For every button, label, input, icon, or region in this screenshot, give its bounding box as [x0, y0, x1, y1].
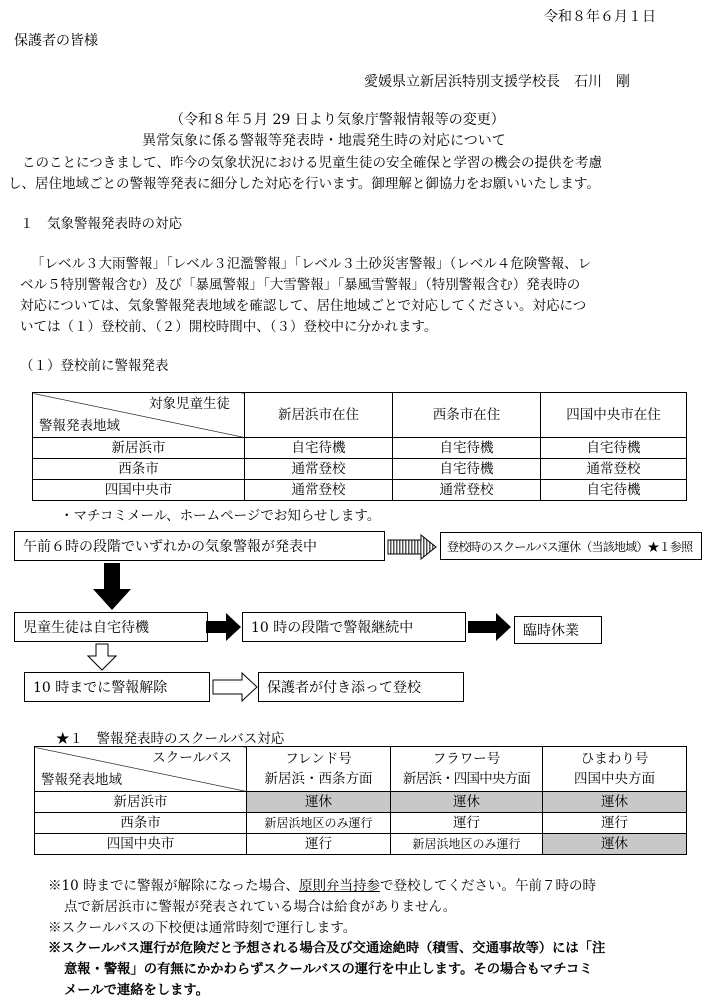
diag-bottom-label: 警報発表地域	[41, 772, 122, 788]
table-row	[35, 834, 687, 855]
table-cell: 新居浜地区のみ運行	[391, 834, 543, 855]
note-1-line-1	[48, 874, 596, 894]
bus-heading: ★１ 警報発表時のスクールバス対応	[56, 731, 285, 747]
table-cell: 通常登校	[245, 459, 393, 480]
outline-down-arrow-icon	[87, 643, 117, 671]
flow-box-escort: 保護者が付き添って登校	[258, 672, 464, 702]
note-3-line-1: ※スクールバス運行が危険だと予想される場合及び交通途絶時（積雪、交通事故等）には「注	[48, 941, 606, 956]
table-cell: 自宅待機	[245, 438, 393, 459]
table-row	[33, 459, 687, 480]
bus-name: ひまわり号	[580, 751, 649, 767]
flow-box-10am: 10 時の段階で警報継続中	[242, 612, 466, 642]
table-row	[35, 792, 687, 813]
bus-route: 新居浜・四国中央方面	[403, 771, 530, 787]
section-1-para-line-1: 「レベル３大雨警報」「レベル３氾濫警報」「レベル３土砂災害警報」（レベル４危険警報、レ	[31, 256, 592, 272]
section-1-para-line-4: いては（１）登校前、（２）開校時間中、（３）登校中に分かれます。	[20, 319, 438, 335]
diag-top-label: 対象児童生徒	[149, 396, 230, 412]
table-cell: 自宅待機	[393, 438, 541, 459]
bus-column-header	[247, 747, 391, 792]
section-1-para-line-2: ベル５特別警報含む）及び「暴風警報」「大雪警報」「暴風雪警報」（特別警報含む）発表時の	[20, 277, 581, 293]
warning-response-table	[32, 392, 687, 501]
flow-box-wait: 児童生徒は自宅待機	[14, 612, 208, 642]
intro-line-2: し、居住地域ごとの警報等発表に細分した対応を行います。御理解と御協力をお願いいたします。	[8, 176, 600, 192]
note-1-text: ※10 時までに警報が解除になった場合、	[48, 878, 299, 894]
bus-route: 四国中央方面	[574, 771, 655, 787]
notice-text: ・マチコミメール、ホームページでお知らせします。	[60, 508, 381, 524]
section-1-sub-heading: （１）登校前に警報発表	[20, 358, 169, 374]
flow-box-bus: 登校時のスクールバス運休（当該地域）★１参照	[440, 532, 702, 560]
table-cell: 自宅待機	[541, 438, 687, 459]
section-1-para-line-3: 対応については、気象警報発表地域を確認して、居住地域ごとで対応してください。対応につ	[20, 298, 587, 314]
table-cell: 運行	[543, 813, 687, 834]
bus-column-header	[543, 747, 687, 792]
note-3-line-2: 意報・警報」の有無にかかわらずスクールバスの運行を中止します。その場合もマチコミ	[64, 962, 593, 977]
table-cell: 新居浜地区のみ運行	[247, 813, 391, 834]
note-3-line-3: メールで連絡をします。	[64, 983, 209, 998]
bus-name: フレンド号	[285, 751, 352, 767]
diag-bottom-label: 警報発表地域	[39, 418, 120, 434]
recipient: 保護者の皆様	[14, 33, 98, 49]
row-region: 新居浜市	[33, 438, 245, 459]
row-region: 四国中央市	[33, 480, 245, 501]
table-cell: 運休	[543, 792, 687, 813]
diag-top-label: スクールバス	[152, 750, 232, 766]
school-bus-table	[34, 746, 687, 855]
column-header: 新居浜市在住	[245, 393, 393, 438]
document-date: 令和８年６月１日	[544, 9, 656, 25]
flow-box-closed: 臨時休業	[514, 616, 602, 644]
table-row	[33, 480, 687, 501]
note-1-text: で登校してください。午前７時の時	[379, 878, 596, 894]
table-cell: 運休	[391, 792, 543, 813]
table-cell: 通常登校	[393, 480, 541, 501]
table-cell: 自宅待機	[393, 459, 541, 480]
down-arrow-icon	[92, 563, 132, 611]
bus-column-header	[391, 747, 543, 792]
sender: 愛媛県立新居浜特別支援学校長 石川 剛	[364, 74, 630, 90]
table-row	[35, 813, 687, 834]
row-region: 四国中央市	[35, 834, 247, 855]
note-1-underline: 原則弁当持参	[298, 878, 380, 894]
hatched-arrow-icon	[387, 534, 437, 560]
row-region: 西条市	[35, 813, 247, 834]
intro-line-1: このことにつきまして、昨今の気象状況における児童生徒の安全確保と学習の機会の提供を考慮	[22, 155, 602, 171]
table-row	[33, 438, 687, 459]
column-header: 西条市在住	[393, 393, 541, 438]
row-region: 西条市	[33, 459, 245, 480]
column-header: 四国中央市在住	[541, 393, 687, 438]
table-diagonal-header	[33, 393, 245, 438]
table-cell: 通常登校	[245, 480, 393, 501]
bus-name: フラワー号	[432, 751, 501, 767]
note-2: ※スクールバスの下校便は通常時刻で運行します。	[48, 920, 357, 936]
table-cell: 運行	[391, 813, 543, 834]
table-cell: 運行	[247, 834, 391, 855]
table-diagonal-header	[35, 747, 247, 792]
section-1-heading: １ 気象警報発表時の対応	[20, 216, 182, 232]
table-cell: 運休	[543, 834, 687, 855]
note-1-line-2: 点で新居浜市に警報が発表されている場合は給食がありません。	[64, 899, 457, 915]
flow-box-6am: 午前６時の段階でいずれかの気象警報が発表中	[14, 531, 385, 561]
document-subtitle: 異常気象に係る警報等発表時・地震発生時の対応について	[142, 133, 506, 149]
flow-box-lifted: 10 時までに警報解除	[24, 672, 210, 702]
document-title: （令和８年５月 29 日より気象庁警報情報等の変更）	[170, 112, 505, 128]
bus-route: 新居浜・西条方面	[264, 771, 373, 787]
table-cell: 運休	[247, 792, 391, 813]
right-arrow-icon	[468, 612, 512, 642]
table-cell: 自宅待機	[541, 480, 687, 501]
table-cell: 通常登校	[541, 459, 687, 480]
row-region: 新居浜市	[35, 792, 247, 813]
outline-right-arrow-icon	[212, 672, 258, 702]
right-arrow-icon	[206, 612, 242, 642]
